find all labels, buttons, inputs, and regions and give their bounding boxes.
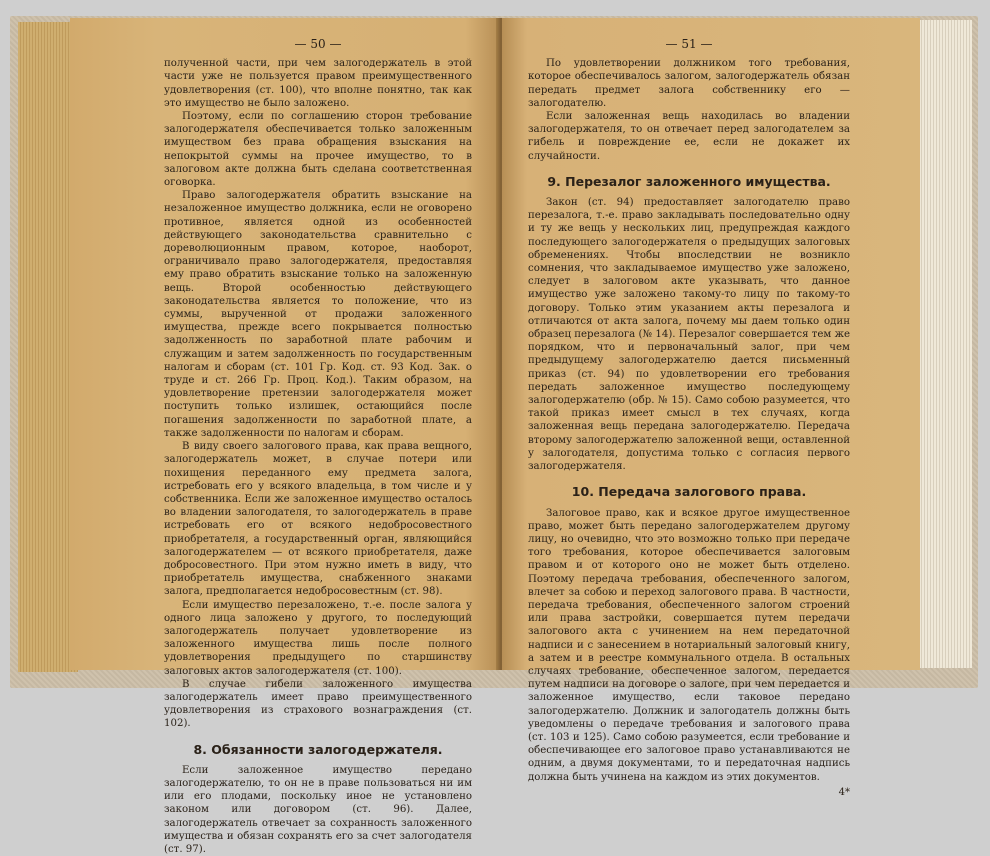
signature-mark: 4*	[838, 786, 850, 798]
paragraph: Если имущество перезаложено, т.-е. после залога у одного лица заложено у другого, то последующий залогодержатель получает удовлетворение из заложенного имущества лишь после полного удовлетворения предыдущего по старшинству залоговых актов залогодержателя (ст. 100).	[164, 599, 472, 677]
paragraph: Залоговое право, как и всякое другое имущественное право, может быть передано залогодержателем другому лицу, но очевидно, что это возможно только при передаче того требования, которое обеспечивается залоговым правом и от которого оно не может быть отделено. Поэтому передача требования, обеспеченного залогом, влечет за собою и переход залогового права. В частности, передача требования, обеспеченного залогом строений или права застройки, совершается путем передачи залогового акта с учинением на нем передаточной надписи и с занесением в нотариальный залоговый книгу, а затем и в реестре коммунального отдела. В остальных случаях требование, обеспеченное залогом, передается путем надписи на договоре о залоге, при чем передается и заложенное имущество, если таковое передано залогодержателю. Должник и залогодатель должны быть уведомлены о передаче требования и залогового права (ст. 103 и 125). Само собою разумеется, если требование и обеспечивающее его залоговое право устанавливаются не одним, а двумя документами, то и передаточная надпись должна быть учинена на каждом из этих документов.	[528, 507, 850, 783]
page-number: — 50 —	[294, 37, 342, 51]
left-page	[70, 18, 500, 855]
paragraph: Право залогодержателя обратить взыскание на незаложенное имущество должника, если не оговорено противное, является одной из особенностей действующего законодательства сравнительно с дореволюционным правом, которое, наоборот, ограничивало право залогодержателя, предоставляя ему право обратить взыскание только на заложенную вещь. Второй особенностью действующего законодательства является то положение, что из суммы, вырученной от продажи заложенного имущества, прежде всего покрывается полностью задолженность по заработной плате рабочим и служащим и затем задолженность по государственным налогам и сборам (ст. 101 Гр. Код. ст. 93 Код. Зак. о труде и ст. 266 Гр. Проц. Код.). Таким образом, на удовлетворение претензии залогодержателя может поступить только излишек, остающийся после погашения задолженности по заработной плате, а также задолженности по налогам и сборам.	[164, 190, 472, 439]
paragraph: Закон (ст. 94) предоставляет залогодателю право перезалога, т.-е. право закладывать последовательно одну и ту же вещь у нескольких лиц, предупреждая каждого последующего залогодержателя о предыдущих залоговых обременениях. Чтобы впоследствии не возникло сомнения, что закладываемое имущество уже заложено, следует в залоговом акте указывать, что данное имущество уже заложено такому-то лицу по такому-то договору. Только этим указанием акты перезалога и отличаются от акта залога, почему мы даем только один образец перезалога (№ 14). Перезалог совершается тем же порядком, что и первоначальный залог, при чем предыдущему залогодержателю дается письменный приказ (ст. 94) по удовлетворении его требования передать заложенное имущество последующему залогодержателю (обр. № 15). Само собою разумеется, что такой приказ имеет смысл в тех случаях, когда заложенная вещь передана залогодержателю. Передача второму залогодержателю заложенной вещи, оставленной у залогодателя, допустима только с согласия первого залогодержателя.	[528, 197, 850, 473]
section-heading: 8. Обязанности залогодержателя.	[193, 741, 443, 757]
right-body	[528, 57, 850, 799]
paragraph: По удовлетворении должником того требования, которое обеспечивалось залогом, залогодержатель обязан передать предмет залога собственнику его — залогодателю.	[528, 58, 850, 109]
right-page	[502, 18, 920, 798]
section-heading: 10. Передача залогового права.	[571, 484, 807, 500]
page-number: — 51 —	[665, 37, 713, 51]
section-heading: 9. Перезалог заложенного имущества.	[547, 173, 831, 189]
paragraph: Если заложенное имущество передано залогодержателю, то он не в праве пользоваться ни им или его плодами, поскольку иное не установлено законом или договором (ст. 96). Далее, залогодержатель отвечает за сохранность заложенного имущества и обязан сохранять его за счет залогодателя (ст. 97).	[164, 764, 472, 855]
paragraph: Поэтому, если по соглашению сторон требование залогодержателя обеспечивается только заложенным имуществом без права обращения взыскания на непокрытой суммы на прочее имущество, то в залоговом акте должна быть сделана соответственная оговорка.	[164, 111, 472, 189]
paragraph: В случае гибели заложенного имущества залогодержатель имеет право преимущественного удовлетворения из страхового вознаграждения (ст. 102).	[164, 678, 472, 730]
left-page-edges	[18, 22, 78, 672]
paragraph: Если заложенная вещь находилась во владении залогодержателя, то он отвечает перед залогодателем за гибель и повреждение ее, если не докажет их случайности.	[528, 111, 850, 162]
paragraph: полученной части, при чем залогодержатель в этой части уже не пользуется правом преимущественного удовлетворения (ст. 100), что вполне понятно, так как это имущество не было заложено.	[164, 58, 472, 109]
paragraph: В виду своего залогового права, как права вещного, залогодержатель может, в случае потери или похищения переданного ему предмета залога, истребовать его у всякого владельца, в том числе и у собственника. Если же заложенное имущество осталось во владении залогодателя, то залогодержатель в праве истребовать его от всякого недобросовестного приобретателя, а государственный орган, являющийся залогодержателем — от всякого приобретателя, даже добросовестного. При этом нужно иметь в виду, что приобретатель имущества, снабженного знаками залога, предполагается недобросовестным (ст. 98).	[164, 441, 472, 598]
left-body	[164, 57, 472, 856]
